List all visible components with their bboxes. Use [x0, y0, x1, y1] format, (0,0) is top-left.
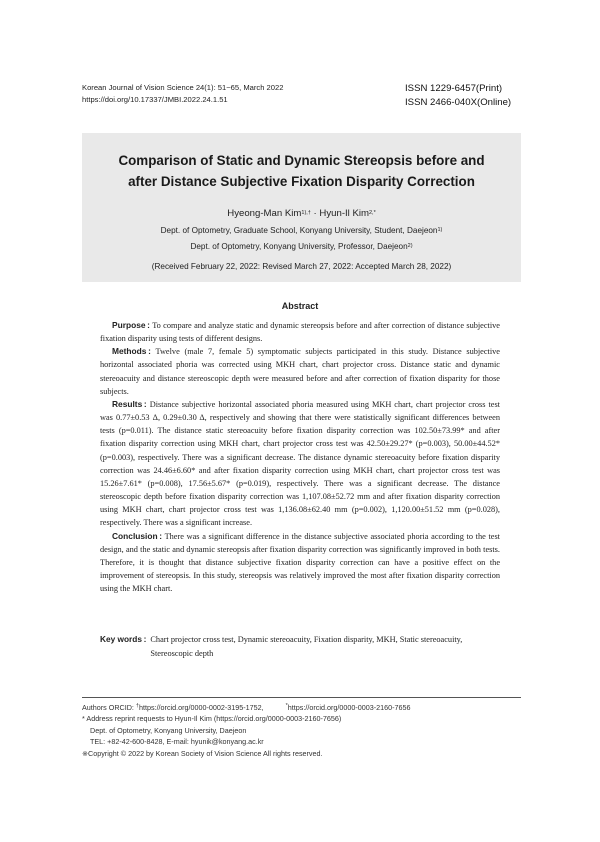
orcid-line	[82, 702, 522, 713]
abstract-body	[100, 319, 500, 595]
affiliation-text: Dept. of Optometry, Konyang University, Professor, Daejeon	[190, 242, 408, 251]
orcid-label: Authors ORCID:	[82, 703, 136, 712]
title-box	[82, 133, 521, 282]
abstract-heading: Abstract	[281, 301, 319, 311]
copyright-notice: ※Copyright © 2022 by Korean Society of Vision Science All rights reserved.	[82, 748, 323, 758]
purpose-label: Purpose :	[112, 320, 150, 330]
title-line-2: after Distance Subjective Fixation Disparity Correction	[128, 174, 475, 189]
affiliation-mark: 1)	[437, 227, 443, 233]
author-list	[82, 207, 521, 221]
purpose-text: To compare and analyze static and dynamic stereopsis before and after correction of distance subjective fixation disparity using tests of different designs.	[100, 321, 500, 344]
journal-citation: Korean Journal of Vision Science 24(1): 51~65, March 2022	[82, 83, 284, 92]
keywords-label: Key words :	[100, 634, 147, 644]
orcid-mark: †	[135, 703, 139, 709]
submission-dates: (Received February 22, 2022: Revised March 27, 2022: Accepted March 28, 2022)	[151, 262, 452, 271]
abstract-conclusion	[100, 530, 500, 596]
footnotes	[82, 702, 522, 759]
abstract-methods	[100, 345, 500, 398]
title-line-1: Comparison of Static and Dynamic Stereopsis before and	[118, 153, 485, 168]
journal-header	[82, 82, 283, 106]
author-name: Hyun-Il Kim	[319, 208, 369, 219]
affiliation-1	[82, 225, 521, 237]
conclusion-text: There was a significant difference in the distance subjective associated phoria according to the test design, and the static and dynamic stereopsis after fixation disparity correction was significantly improved in both tests. Therefore, it is thought that distance subjective fixation disparity correction can have a positive effect on the improvement of stereopsis. In this study, stereopsis was relatively improved the most after fixation disparity correction using the MKH chart.	[100, 531, 500, 594]
results-label: Results :	[112, 398, 147, 409]
author-separator: ·	[313, 208, 317, 219]
conclusion-label: Conclusion :	[112, 530, 163, 541]
issn-print: ISSN 1229-6457(Print)	[405, 83, 503, 94]
abstract-purpose	[100, 319, 500, 345]
orcid-mark: *	[285, 703, 288, 709]
paper-title	[82, 150, 521, 192]
results-text: Distance subjective horizontal associated phoria measured using MKH chart, chart projector cross test was 0.77±0.53 Δ, 0.29±0.30 Δ, respectively and showing that there were statistically significant differences between tests (p=0.011). The distance static stereoacuity before fixation disparity correction was 102.50±73.99* and after fixation disparity correction using MKH chart, chart projector cross test was 42.50±29.27* (p=0.003), 50.00±44.52* (p=0.003), respectively. There was a significant decrease. The distance dynamic stereoacuity before fixation disparity correction was 24.46±6.60* and after fixation disparity correction using MKH chart, chart projector cross test was 15.26±7.61* (p=0.008), 17.56±5.67* (p=0.019), respectively. There was a significant decrease. The distance stereoscopic depth before fixation disparity correction was 1,107.08±52.72 mm and after fixation disparity correction using MKH chart, chart projector cross test was 1,136.08±62.40 mm (p=0.002), 1,120.00±51.52 mm (p=0.028), respectively. There was a significant increase.	[100, 399, 500, 528]
reprint-dept: Dept. of Optometry, Konyang University, Daejeon	[90, 725, 247, 735]
journal-doi[interactable]: https://doi.org/10.17337/JMBI.2022.24.1.51	[82, 95, 228, 104]
keywords-text: Chart projector cross test, Dynamic stereoacuity, Fixation disparity, MKH, Static stereoacuity, Stereoscopic depth	[150, 635, 463, 658]
issn-online: ISSN 2466-040X(Online)	[405, 97, 512, 108]
author-mark: 2,*	[369, 210, 376, 216]
methods-text: Twelve (male 7, female 5) symptomatic subjects participated in this study. Distance subjective horizontal associated phoria was corrected using MKH chart, chart projector cross. Distance static and dynamic stereoacuity and distance stereoscopic depth were measured before and after correction of fixation disparity for those subjects.	[100, 347, 500, 396]
issn-block	[405, 82, 511, 110]
footer-divider	[82, 697, 521, 698]
author-mark: 1),†	[301, 210, 311, 216]
author-name: Hyeong-Man Kim	[227, 208, 302, 219]
abstract-results	[100, 398, 500, 530]
affiliation-2	[82, 241, 521, 253]
orcid-link-2[interactable]: https://orcid.org/0000-0003-2160-7656	[287, 703, 411, 712]
reprint-request: * Address reprint requests to Hyun-Il Kim (https://orcid.org/0000-0003-2160-7656)	[82, 714, 342, 724]
reprint-contact: TEL: +82-42-600-8428, E-mail: hyunik@konyang.ac.kr	[90, 737, 264, 747]
affiliation-mark: 2)	[407, 243, 413, 249]
orcid-link-1[interactable]: https://orcid.org/0000-0002-3195-1752,	[138, 703, 264, 712]
affiliation-text: Dept. of Optometry, Graduate School, Konyang University, Student, Daejeon	[160, 226, 438, 235]
methods-label: Methods :	[112, 346, 151, 357]
keywords	[100, 633, 500, 660]
